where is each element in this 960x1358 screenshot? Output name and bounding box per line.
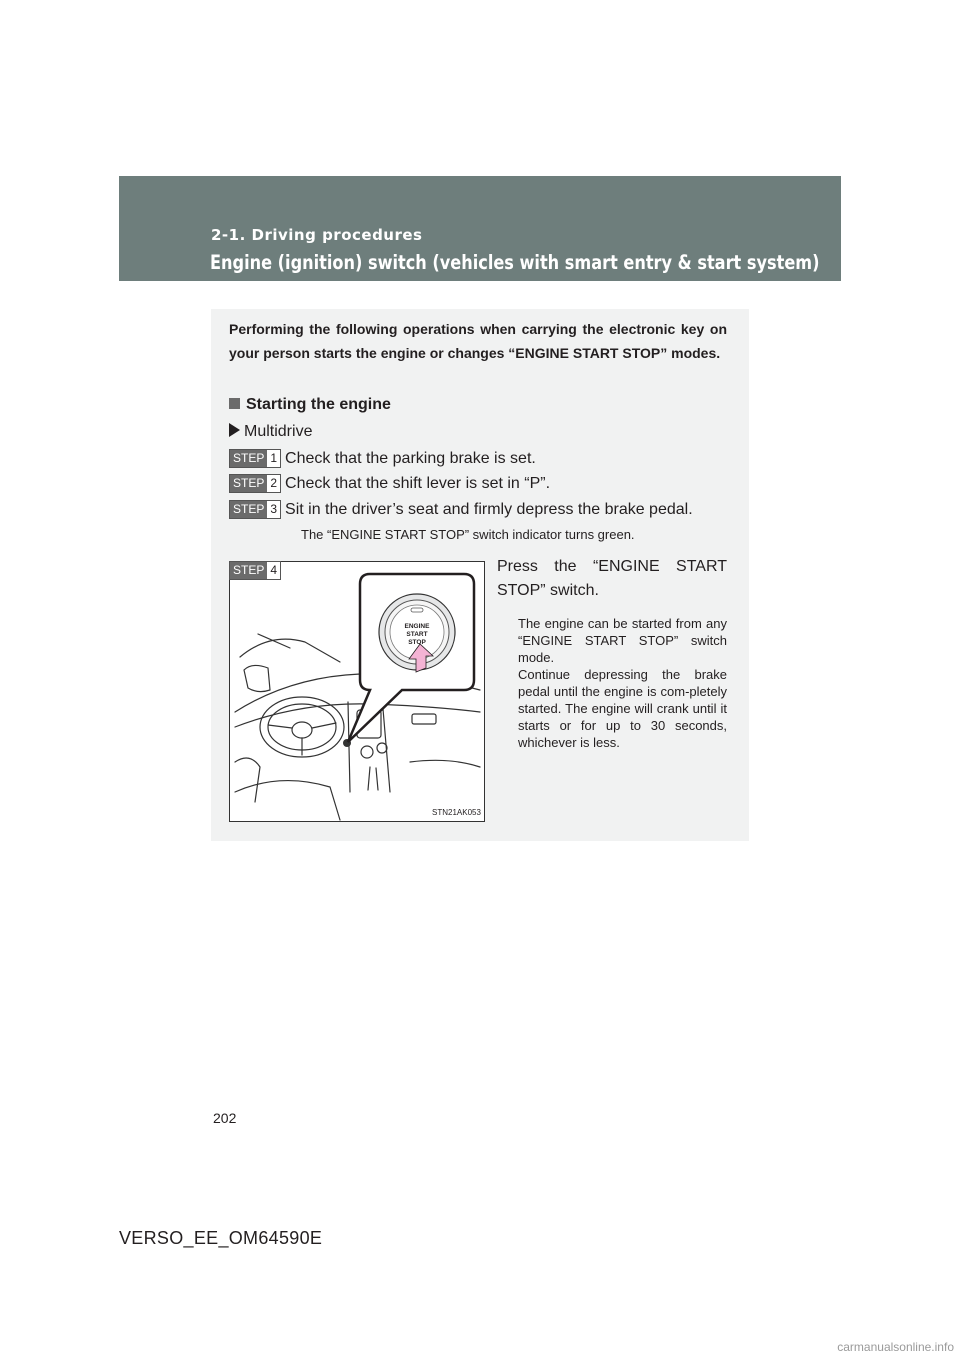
step-badge — [229, 561, 281, 580]
watermark: carmanualsonline.info — [837, 1340, 954, 1354]
side-mirror — [244, 665, 270, 691]
step-2 — [229, 474, 550, 493]
a-pillar-line — [240, 639, 340, 662]
step-text: Check that the parking brake is set. — [285, 449, 536, 467]
step-text: Sit in the driver’s seat and firmly depress the brake pedal. — [285, 500, 693, 518]
illustration-svg — [230, 562, 484, 821]
step-3 — [229, 500, 693, 519]
step-badge — [229, 500, 281, 519]
steering-hub — [292, 722, 312, 738]
intro-text: Performing the following operations when carrying the electronic key on your person starts the engine or changes “ENGINE START STOP” modes. — [229, 321, 727, 361]
page-number: 202 — [213, 1110, 237, 1126]
page-title: Engine (ignition) switch (vehicles with smart entry & start system) — [210, 251, 820, 274]
roof-line — [258, 634, 290, 648]
step-word: STEP — [230, 450, 267, 467]
step-4-note: The engine can be started from any “ENGINE START STOP” switch mode. — [518, 616, 727, 665]
button-label-line: START — [406, 631, 428, 638]
air-vent — [412, 714, 436, 724]
passenger-dash — [410, 760, 480, 767]
triangle-bullet-icon — [229, 423, 240, 437]
indicator-light — [411, 608, 423, 612]
button-label-line: STOP — [408, 639, 426, 646]
step-4-note: Continue depressing the brake pedal until the engine is com-pletely started. The engine will crank until it starts or for up to 30 seconds, whichever is less. — [518, 667, 727, 750]
shift-lever — [368, 767, 378, 790]
variant-label — [229, 423, 312, 441]
step-badge — [229, 449, 281, 468]
step-text: Check that the shift lever is set in “P”. — [285, 474, 551, 492]
step-number: 1 — [267, 450, 280, 467]
step-3-note: The “ENGINE START STOP” switch indicator turns green. — [301, 527, 635, 542]
step-number: 3 — [267, 501, 280, 518]
step-badge — [229, 474, 281, 493]
step-word: STEP — [230, 475, 267, 492]
step-4-text: Press the “ENGINE START STOP” switch. — [497, 558, 727, 599]
console-knob — [377, 743, 387, 753]
step-1 — [229, 449, 536, 468]
figure-code: STN21AK053 — [432, 808, 481, 817]
step-word: STEP — [230, 562, 267, 579]
door-panel — [235, 758, 260, 802]
seat-outline — [235, 781, 340, 820]
console-knob — [361, 746, 373, 758]
step-4-notes — [518, 615, 727, 751]
step-number: 2 — [267, 475, 280, 492]
step-4-badge-container — [229, 561, 281, 580]
section-title: 2-1. Driving procedures — [211, 226, 423, 244]
square-bullet-icon — [229, 398, 240, 409]
variant-text: Multidrive — [244, 423, 313, 440]
subheading — [229, 396, 391, 414]
subheading-label: Starting the engine — [246, 396, 391, 413]
button-label-line: ENGINE — [404, 623, 430, 630]
dashboard-illustration — [229, 561, 485, 822]
document-code: VERSO_EE_OM64590E — [119, 1228, 323, 1248]
step-number: 4 — [267, 562, 280, 579]
step-word: STEP — [230, 501, 267, 518]
steering-spokes — [268, 723, 336, 755]
